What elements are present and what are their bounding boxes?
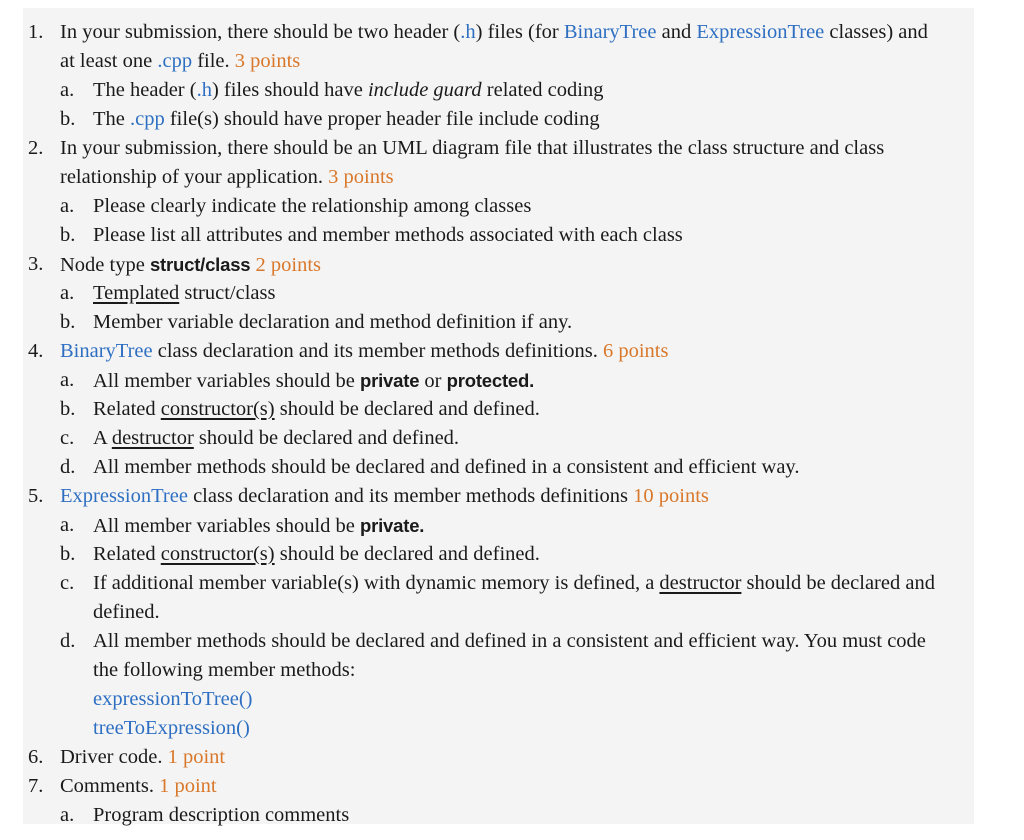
- text-segment: related coding: [481, 79, 604, 101]
- bold-struct-class: struct/class: [149, 254, 251, 275]
- points-label: 2 points: [255, 254, 322, 276]
- text-segment: file.: [192, 50, 235, 72]
- sub-item-text: Please clearly indicate the relationship among classes: [93, 195, 532, 217]
- item-text: [60, 482, 709, 511]
- sub-item-letter: a.: [60, 282, 75, 304]
- sub-item-text: defined.: [93, 601, 160, 623]
- method-name: expressionToTree(): [93, 688, 253, 710]
- item-text: [60, 743, 225, 772]
- sub-item-text: [93, 366, 534, 396]
- bold-private: private: [360, 370, 420, 391]
- text-segment: ) files (for: [475, 21, 564, 43]
- sub-item-letter: b.: [60, 224, 76, 246]
- points-label: 6 points: [602, 340, 669, 362]
- text-segment: should be declared and defined.: [274, 543, 540, 565]
- sub-item-letter: a.: [60, 804, 75, 826]
- text-segment: A: [93, 427, 112, 449]
- item-number: 5.: [28, 485, 44, 507]
- text-segment: The header (: [93, 79, 197, 101]
- text-segment: should be declared and defined.: [193, 427, 460, 449]
- points-label: 3 points: [328, 166, 394, 188]
- sub-item-letter: b.: [60, 311, 76, 333]
- highlight-h: .h: [460, 21, 476, 43]
- underlined-destructor: destructor: [111, 427, 194, 449]
- underlined-templated: Templated: [93, 282, 180, 304]
- item-text: [60, 163, 394, 192]
- item-text: In your submission, there should be an UML diagram file that illustrates the class structure and class: [60, 137, 885, 159]
- text-segment: ) files should have: [211, 79, 368, 101]
- sub-item-text: [93, 395, 540, 424]
- text-segment: classes) and: [824, 21, 928, 43]
- text-segment: Node type: [60, 254, 150, 276]
- text-segment: All member variables should be: [93, 515, 361, 537]
- sub-item-text: [93, 424, 459, 453]
- text-segment: If additional member variable(s) with dynamic memory is defined, a: [93, 572, 660, 594]
- sub-item-text: [93, 511, 424, 541]
- sub-item-text: Please list all attributes and member methods associated with each class: [93, 224, 683, 246]
- sub-item-text: [93, 76, 603, 105]
- item-number: 2.: [28, 137, 44, 159]
- item-number: 4.: [28, 340, 44, 362]
- highlight-cpp: .cpp: [157, 50, 193, 72]
- text-segment: Comments.: [60, 775, 160, 797]
- text-segment: and: [656, 21, 697, 43]
- underlined-constructors: constructor(s): [160, 543, 275, 565]
- text-segment: class declaration and its member methods definitions.: [152, 340, 603, 362]
- text-segment: file(s) should have proper header file include coding: [164, 108, 600, 130]
- sub-item-letter: b.: [60, 543, 76, 565]
- text-segment: In your submission, there should be two header (: [60, 21, 461, 43]
- sub-item-text: [93, 279, 275, 308]
- item-number: 6.: [28, 746, 44, 768]
- sub-item-text: the following member methods:: [93, 659, 356, 681]
- sub-item-letter: b.: [60, 398, 76, 420]
- text-segment: relationship of your application.: [60, 166, 329, 188]
- text-segment: The: [93, 108, 130, 130]
- sub-item-letter: b.: [60, 108, 76, 130]
- highlight-expressiontree: ExpressionTree: [696, 21, 825, 43]
- requirements-list: [23, 8, 974, 824]
- item-number: 7.: [28, 775, 44, 797]
- highlight-expressiontree: ExpressionTree: [60, 485, 188, 507]
- highlight-cpp: .cpp: [130, 108, 165, 130]
- sub-item-text: All member methods should be declared and defined in a consistent and efficient way. You must code: [93, 630, 926, 652]
- highlight-binarytree: BinaryTree: [563, 21, 657, 43]
- sub-item-text: [93, 105, 600, 134]
- sub-item-text: All member methods should be declared and defined in a consistent and efficient way.: [93, 456, 800, 478]
- text-segment: class declaration and its member methods definitions: [187, 485, 634, 507]
- item-text: [60, 772, 217, 801]
- highlight-binarytree: BinaryTree: [60, 340, 153, 362]
- method-name: treeToExpression(): [93, 717, 250, 739]
- sub-item-letter: a.: [60, 79, 75, 101]
- text-segment: should be declared and defined.: [274, 398, 540, 420]
- item-number: 1.: [28, 21, 44, 43]
- sub-item-letter: c.: [60, 572, 75, 594]
- text-segment: All member variables should be: [93, 370, 361, 392]
- text-segment: Related: [93, 398, 161, 420]
- item-text: [60, 47, 300, 76]
- sub-item-letter: c.: [60, 427, 75, 449]
- text-segment: at least one: [60, 50, 158, 72]
- highlight-h: .h: [196, 79, 212, 101]
- sub-item-text: [93, 569, 935, 598]
- item-text: [60, 337, 668, 366]
- points-label: 1 point: [159, 775, 217, 797]
- item-text: [60, 18, 928, 47]
- text-segment: struct/class: [179, 282, 276, 304]
- bold-protected: protected.: [446, 370, 535, 391]
- text-segment: Related: [93, 543, 161, 565]
- points-label: 3 points: [234, 50, 301, 72]
- sub-item-text: Program description comments: [93, 804, 350, 826]
- sub-item-letter: d.: [60, 456, 76, 478]
- sub-item-letter: a.: [60, 369, 75, 391]
- points-label: 1 point: [167, 746, 226, 768]
- underlined-destructor: destructor: [659, 572, 742, 594]
- italic-include-guard: include guard: [367, 79, 482, 101]
- sub-item-letter: a.: [60, 514, 75, 536]
- item-text: [60, 250, 321, 280]
- underlined-constructors: constructor(s): [160, 398, 275, 420]
- item-number: 3.: [28, 253, 44, 275]
- text-segment: or: [419, 370, 447, 392]
- points-label: 10 points: [633, 485, 709, 507]
- sub-item-text: Member variable declaration and method definition if any.: [93, 311, 573, 333]
- bold-private: private.: [360, 515, 425, 536]
- sub-item-letter: a.: [60, 195, 75, 217]
- sub-item-letter: d.: [60, 630, 76, 652]
- text-segment: Driver code.: [60, 746, 168, 768]
- sub-item-text: [93, 540, 540, 569]
- text-segment: should be declared and: [741, 572, 935, 594]
